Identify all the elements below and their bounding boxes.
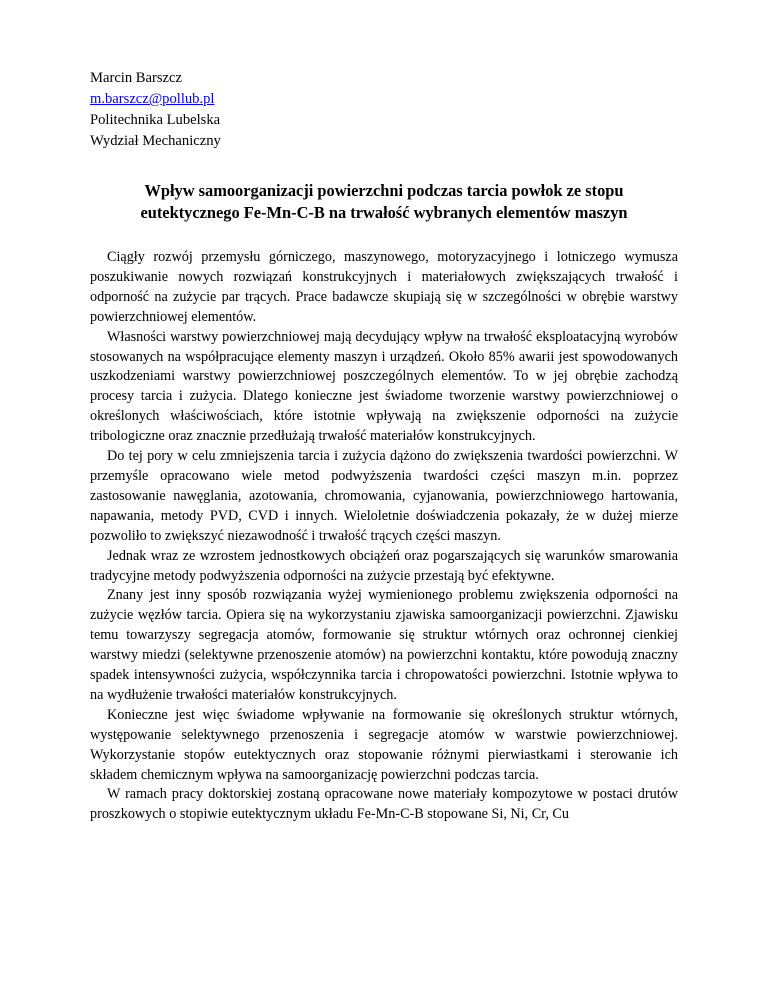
body-paragraph: Do tej pory w celu zmniejszenia tarcia i zużycia dążono do zwiększenia twardości powierzchni. W przemyśle opracowano wiele metod podwyższenia twardości części maszyn m.in. poprzez zastosowanie nawęglania, azotowania, chromowania, cyjanowania, powierzchniowego hartowania, napawania, metody PVD, CVD i innych. Wieloletnie doświadczenia pokazały, że w dużej mierze pozwoliło to zwiększyć niezawodność i trwałość trących części maszyn. — [90, 448, 678, 544]
author-email-link[interactable]: m.barszcz@pollub.pl — [90, 91, 215, 107]
author-faculty: Wydział Mechaniczny — [90, 133, 221, 149]
body-paragraph: Ciągły rozwój przemysłu górniczego, maszynowego, motoryzacyjnego i lotniczego wymusza poszukiwanie nowych rozwiązań konstrukcyjnych i materiałowych zwiększających trwałość i odporność na zużycie par trących. Prace badawcze skupiają się w szczególności w obrębie warstwy powierzchniowej elementów. — [90, 249, 678, 325]
title-line-1: Wpływ samoorganizacji powierzchni podczas tarcia powłok ze stopu — [144, 181, 624, 200]
document-title — [90, 180, 678, 224]
body-paragraph: Znany jest inny sposób rozwiązania wyżej wymienionego problemu zwiększenia odporności na zużycie węzłów tarcia. Opiera się na wykorzystaniu zjawiska samoorganizacji powierzchni. Zjawisku temu towarzyszy segregacja atomów, formowanie się struktur wtórnych oraz ochronnej cienkiej warstwy miedzi (selektywne przenoszenie atomów) na powierzchni kontaktu, które powodują znaczny spadek intensywności zużycia, współczynnika tarcia i chropowatości powierzchni. Istotnie wpływa to na wydłużenie trwałości materiałów konstrukcyjnych. — [90, 587, 678, 703]
document-page — [90, 68, 678, 825]
title-line-2: eutektycznego Fe-Mn-C-B na trwałość wybranych elementów maszyn — [140, 203, 628, 222]
author-institution: Politechnika Lubelska — [90, 112, 221, 128]
body-paragraph: Jednak wraz ze wzrostem jednostkowych obciążeń oraz pogarszających się warunków smarowania tradycyjne metody podwyższenia odporności na zużycie przestają być efektywne. — [90, 547, 678, 584]
author-block — [90, 68, 678, 152]
body-paragraph: Konieczne jest więc świadome wpływanie na formowanie się określonych struktur wtórnych, występowanie selektywnego przenoszenia i segregacje atomów w warstwie powierzchniowej. Wykorzystanie stopów eutektycznych oraz stopowanie różnymi pierwiastkami i sterowanie ich składem chemicznym wpływa na samoorganizację powierzchni podczas tarcia. — [90, 706, 678, 783]
body-paragraph: W ramach pracy doktorskiej zostaną opracowane nowe materiały kompozytowe w postaci drutów proszkowych o stopiwie eutektycznym układu Fe-Mn-C-B stopowane Si, Ni, Cr, Cu — [90, 786, 678, 823]
body-paragraph: Własności warstwy powierzchniowej mają decydujący wpływ na trwałość eksploatacyjną wyrobów stosowanych na współpracujące elementy maszyn i urządzeń. Około 85% awarii jest spowodowanych uszkodzeniami warstwy powierzchniowej poszczególnych elementów. To w jej obrębie zachodzą procesy tarcia i zużycia. Dlatego konieczne jest świadome tworzenie warstwy powierzchniowej o określonych właściwościach, które istotnie wpływają na zwiększenie odporności na zużycie tribologiczne oraz znacznie przedłużają trwałość materiałów konstrukcyjnych. — [90, 328, 678, 445]
author-name: Marcin Barszcz — [90, 70, 182, 86]
document-body — [90, 248, 678, 825]
